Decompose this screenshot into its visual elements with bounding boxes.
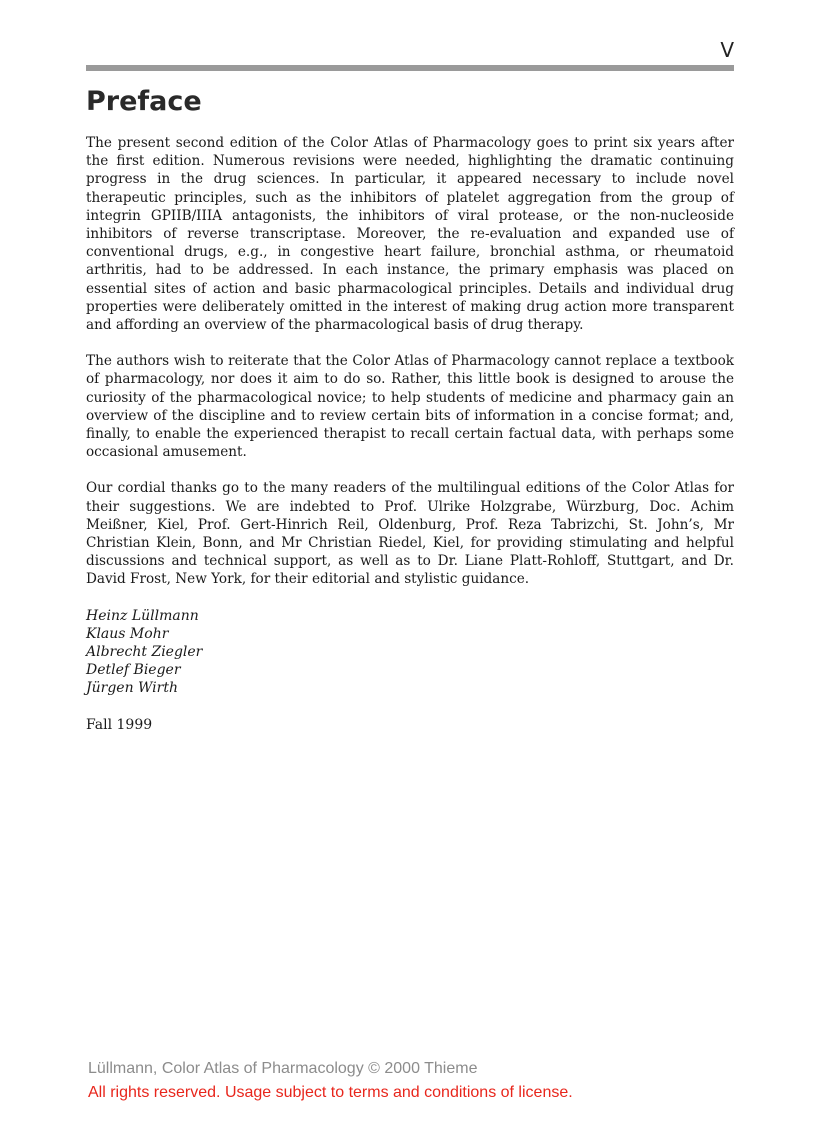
date-line: Fall 1999 (86, 716, 153, 733)
author-signatures (86, 607, 734, 698)
author-name: Klaus Mohr (86, 625, 169, 642)
header-rule (86, 65, 734, 71)
author-name: Detlef Bieger (86, 662, 181, 679)
footer-rights-notice: All rights reserved. Usage subject to terms and conditions of license. (88, 1084, 573, 1101)
page-title: Preface (86, 86, 202, 117)
paragraph-1: The present second edition of the Color Atlas of Pharmacology goes to print six years after the first edition. Numerous revisions were needed, highlighting the dramatic continuing progress in the drug sciences. In particular, it appeared necessary to include novel therapeutic principles, such as the inhibitors of platelet aggregation from the group of integrin GPIIB/IIIA antagonists, the inhibitors of viral protease, or the non-nucleoside inhibitors of reverse transcriptase. Moreover, the re-evaluation and expanded use of conventional drugs, e.g., in congestive heart failure, bronchial asthma, or rheumatoid arthritis, had to be addressed. In each instance, the primary emphasis was placed on essential sites of action and basic pharmacological principles. Details and individual drug properties were deliberately omitted in the interest of making drug action more transparent and affording an overview of the pharmacological basis of drug therapy. (86, 135, 734, 334)
author-name: Jürgen Wirth (86, 680, 178, 697)
author-name: Heinz Lüllmann (86, 607, 199, 624)
author-name: Albrecht Ziegler (86, 644, 203, 661)
paragraph-2: The authors wish to reiterate that the Color Atlas of Pharmacology cannot replace a textbook of pharmacology, nor does it aim to do so. Rather, this little book is designed to arouse the curiosity of the pharmacological novice; to help students of medicine and pharmacy gain an overview of the discipline and to review certain bits of information in a concise format; and, finally, to enable the experienced therapist to recall certain factual data, with perhaps some occasional amusement. (86, 353, 734, 461)
footer-copyright: Lüllmann, Color Atlas of Pharmacology © 2000 Thieme (88, 1060, 478, 1077)
page-number: V (720, 38, 734, 62)
paragraph-3: Our cordial thanks go to the many readers of the multilingual editions of the Color Atlas for their suggestions. We are indebted to Prof. Ulrike Holzgrabe, Würzburg, Doc. Achim Meißner, Kiel, Prof. Gert-Hinrich Reil, Oldenburg, Prof. Reza Tabrizchi, St. John’s, Mr Christian Klein, Bonn, and Mr Christian Riedel, Kiel, for providing stimulating and helpful discussions and technical support, as well as to Dr. Liane Platt-Rohloff, Stuttgart, and Dr. David Frost, New York, for their editorial and stylistic guidance. (86, 480, 734, 588)
preface-body (86, 134, 734, 734)
